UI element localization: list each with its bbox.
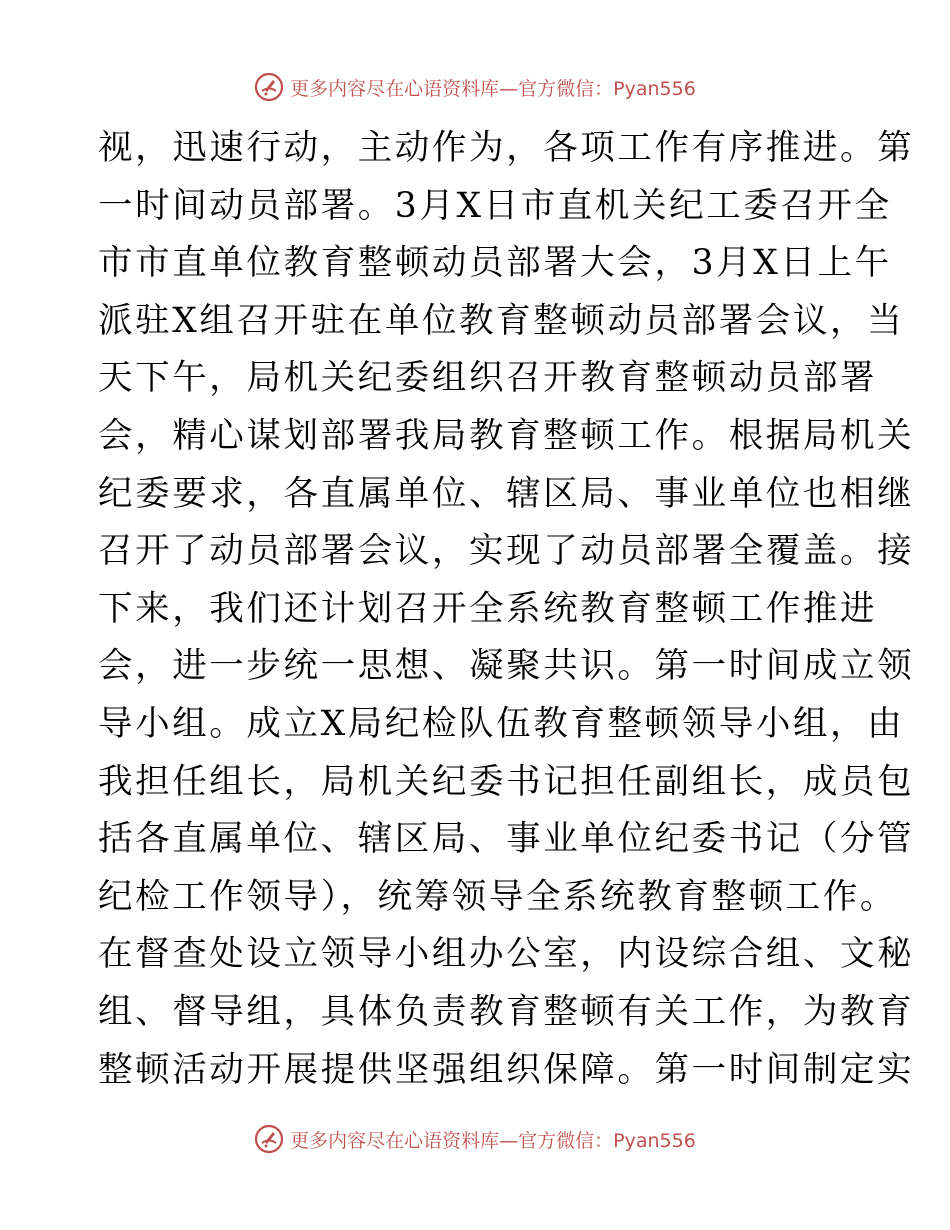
text-line: 天下午，局机关纪委组织召开教育整顿动员部署 <box>98 358 878 399</box>
text-line: 纪委要求，各直属单位、辖区局、事业单位也相继 <box>98 473 915 514</box>
document-body <box>98 120 915 1099</box>
text-line: 会，进一步统一思想、凝聚共识。第一时间成立领 <box>98 646 915 687</box>
text-line: 括各直属单位、辖区局、事业单位纪委书记（分管 <box>98 819 915 860</box>
footer-watermark <box>0 1124 950 1154</box>
book-pen-icon <box>254 72 284 102</box>
text-line: 我担任组长，局机关纪委书记担任副组长，成员包 <box>98 761 915 802</box>
text-line: 市市直单位教育整顿动员部署大会，3月X日上午 <box>98 243 892 284</box>
text-line: 召开了动员部署会议，实现了动员部署全覆盖。接 <box>98 531 915 572</box>
text-line: 下来，我们还计划召开全系统教育整顿工作推进 <box>98 588 878 629</box>
text-line: 视，迅速行动，主动作为，各项工作有序推进。第 <box>98 128 915 168</box>
text-line: 组、督导组，具体负责教育整顿有关工作，为教育 <box>98 991 915 1032</box>
watermark-text: 更多内容尽在心语资料库—官方微信：Pyan556 <box>290 77 696 100</box>
text-line: 在督查处设立领导小组办公室，内设综合组、文秘 <box>98 934 915 975</box>
book-pen-icon <box>254 1124 284 1154</box>
text-line: 纪检工作领导），统筹领导全系统教育整顿工作。 <box>98 876 897 917</box>
header-watermark <box>0 72 950 102</box>
text-line: 导小组。成立X局纪检队伍教育整顿领导小组，由 <box>98 703 905 744</box>
text-line: 派驻X组召开驻在单位教育整顿动员部署会议，当 <box>98 300 905 341</box>
text-line: 会，精心谋划部署我局教育整顿工作。根据局机关 <box>98 415 915 456</box>
watermark-text: 更多内容尽在心语资料库—官方微信：Pyan556 <box>290 1129 696 1152</box>
text-line: 一时间动员部署。3月X日市直机关纪工委召开全 <box>98 185 892 226</box>
text-line: 整顿活动开展提供坚强组织保障。第一时间制定实 <box>98 1049 915 1090</box>
